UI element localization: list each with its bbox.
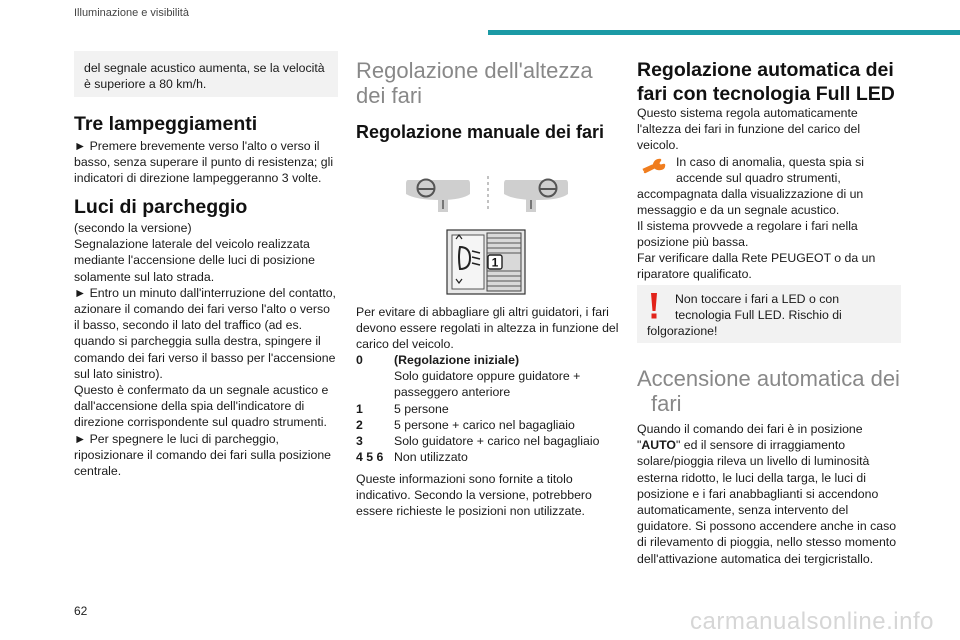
position-description: Non utilizzato bbox=[394, 450, 468, 465]
heading-tre-lampeggiamenti: Tre lampeggiamenti bbox=[74, 113, 258, 135]
position-row bbox=[356, 417, 620, 433]
parking-text-block bbox=[74, 220, 338, 479]
auto-lighting-text-post: " ed il sensore di irraggiamento solare/pioggia rileva un livello di luminosità esterna ridotto, le luci della targa, le luci di posizione e i fari anabbaglianti si accendono automaticamente, senza intervento del guidatore. Si possono accendere anche in caso di rilevamento di pioggia, nello stesso momento dell'attivazione automatica dei tergicristallo. bbox=[637, 438, 897, 566]
warning-text-b: folgorazione! bbox=[647, 324, 718, 338]
auto-adjust-anomaly-a: In caso di anomalia, questa spia si accende sul quadro strumenti, bbox=[676, 155, 864, 186]
position-key: 4 5 6 bbox=[356, 450, 384, 465]
headlamp-dial-illustration bbox=[446, 229, 526, 295]
headlamp-adjustment-illustration bbox=[400, 172, 575, 217]
tre-text: Premere brevemente verso l'alto o verso il basso, senza superare il punto di resistenza; gli indicatori di direzione lampeggeranno 3 volte. bbox=[74, 139, 334, 186]
position-row bbox=[356, 352, 620, 368]
auto-adjust-anomaly-b: accompagnata dalla visualizzazione di un messaggio e da un segnale acustico. bbox=[637, 187, 864, 218]
page-number: 62 bbox=[74, 604, 88, 618]
parking-step-1 bbox=[74, 285, 338, 382]
position-key: 0 bbox=[356, 353, 363, 367]
position-key: 1 bbox=[356, 401, 363, 416]
auto-adjust-intro: Questo sistema regola automaticamente l'altezza dei fari in funzione del carico del veicolo. bbox=[637, 106, 861, 153]
parking-description: Segnalazione laterale del veicolo realizzata mediante l'accensione delle luci di posizione solamente sul lato strada. bbox=[74, 237, 315, 284]
auto-lighting-text-pre: Quando il comando dei fari è in posizione " bbox=[637, 422, 863, 453]
exclamation-warning-icon bbox=[647, 292, 661, 320]
position-description: 5 persone bbox=[394, 401, 449, 416]
position-row bbox=[356, 401, 620, 417]
watermark: carmanualsonline.info bbox=[690, 608, 934, 635]
parking-version: (secondo la versione) bbox=[74, 221, 192, 235]
positions-footnote: Queste informazioni sono fornite a titolo indicativo. Secondo la versione, potrebbero essere richieste le posizioni non utilizzate. bbox=[356, 472, 592, 519]
dial-position-label: 1 bbox=[491, 255, 499, 270]
auto-adjust-service: Far verificare dalla Rete PEUGEOT o da un riparatore qualificato. bbox=[637, 251, 876, 282]
warning-box bbox=[637, 285, 901, 343]
position-row bbox=[356, 433, 620, 449]
position-key: 2 bbox=[356, 417, 363, 432]
bullet-arrow: ► bbox=[74, 431, 87, 446]
steering-wheel-icon bbox=[504, 180, 568, 213]
position-description: 5 persone + carico nel bagagliaio bbox=[394, 417, 575, 432]
auto-mode-label: AUTO bbox=[641, 438, 676, 453]
heading-regolazione-manuale: Regolazione manuale dei fari bbox=[356, 122, 605, 142]
tre-paragraph bbox=[74, 138, 338, 187]
bullet-arrow: ► bbox=[74, 139, 87, 153]
heading-luci-di-parcheggio: Luci di parcheggio bbox=[74, 196, 248, 218]
position-row bbox=[356, 368, 620, 400]
position-key: 3 bbox=[356, 434, 363, 449]
position-row bbox=[356, 449, 620, 465]
page-header-title: Illuminazione e visibilità bbox=[74, 7, 189, 19]
position-description: Solo guidatore oppure guidatore + passeggero anteriore bbox=[394, 369, 581, 400]
note-box bbox=[74, 51, 338, 97]
parking-confirmation: Questo è confermato da un segnale acustico e dall'accensione della spia dell'indicatore di direzione corrispondente sul quadro strumenti. bbox=[74, 383, 329, 430]
bullet-arrow: ► bbox=[74, 285, 87, 300]
heading-regolazione-automatica: Regolazione automatica dei fari con tecnologia Full LED bbox=[637, 59, 895, 105]
header-accent-bar bbox=[488, 30, 960, 35]
auto-adjust-lowest: Il sistema provvede a regolare i fari nella posizione più bassa. bbox=[637, 219, 858, 250]
wrench-icon bbox=[640, 156, 670, 176]
heading-regolazione-altezza: Regolazione dell'altezza dei fari bbox=[356, 58, 593, 108]
position-description: (Regolazione iniziale) bbox=[394, 353, 520, 367]
warning-text-a: Non toccare i fari a LED o con tecnologia Full LED. Rischio di bbox=[675, 292, 842, 323]
position-description: Solo guidatore + carico nel bagagliaio bbox=[394, 434, 600, 449]
manual-adjust-intro: Per evitare di abbagliare gli altri guidatori, i fari devono essere regolati in altezza in funzione del carico del veicolo. bbox=[356, 305, 619, 352]
parking-step-2 bbox=[74, 431, 338, 480]
steering-wheel-icon bbox=[406, 180, 470, 213]
auto-lighting-paragraph bbox=[637, 421, 901, 567]
note-text: del segnale acustico aumenta, se la velocità è superiore a 80 km/h. bbox=[84, 61, 325, 92]
position-key bbox=[356, 368, 394, 400]
parking-step-1-text: Entro un minuto dall'interruzione del contatto, azionare il comando dei fari verso l'alto o verso il basso, secondo il lato del traffico (ad es. quando si parcheggia sulla destra, spingere il comando dei fari verso il basso per l'accensione sul lato sinistro). bbox=[74, 285, 336, 381]
heading-accensione-automatica: Accensione automatica dei fari bbox=[637, 366, 900, 416]
parking-step-2-text: Per spegnere le luci di parcheggio, riposizionare il comando dei fari sulla posizione centrale. bbox=[74, 431, 332, 479]
positions-list bbox=[356, 352, 620, 465]
